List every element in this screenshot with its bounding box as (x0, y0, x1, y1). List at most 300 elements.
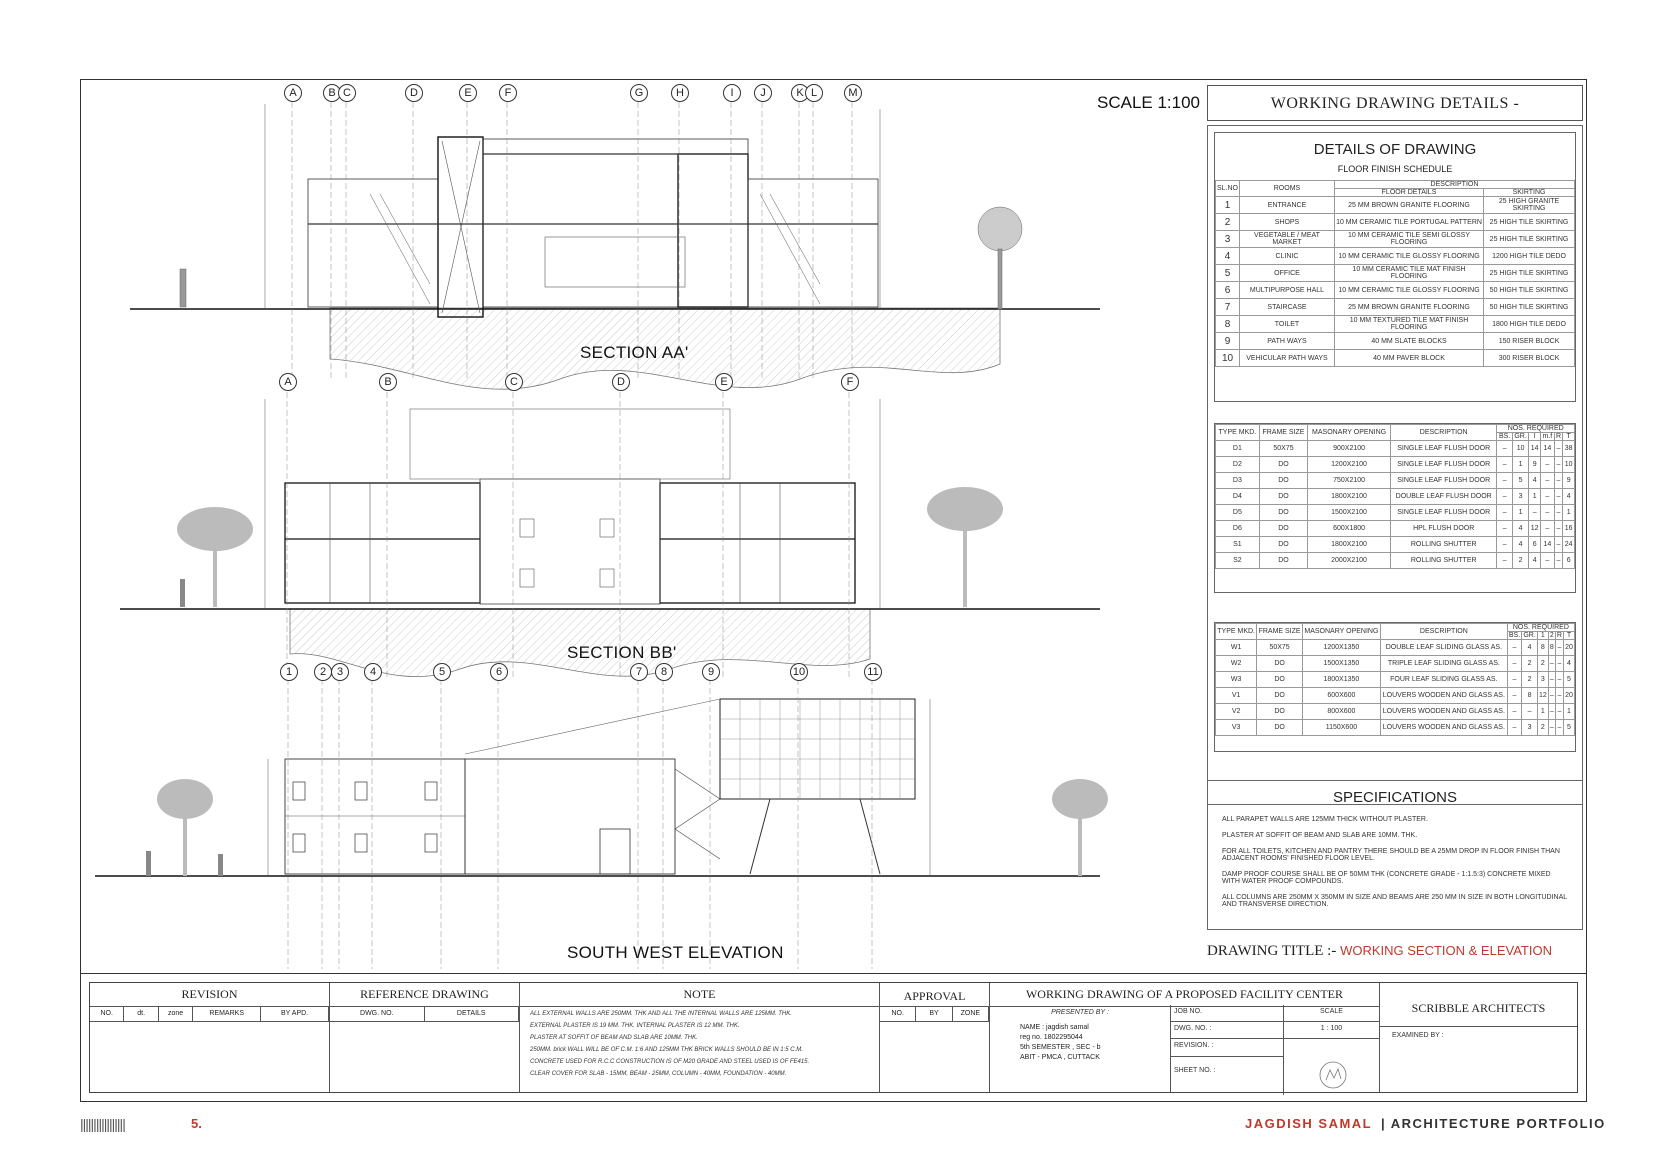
table-cell: 50 HIGH TILE SKIRTING (1484, 299, 1575, 316)
col-floor-details: FLOOR DETAILS (1334, 189, 1483, 197)
table-cell: 10 (1512, 441, 1529, 457)
grid-bubble-aa-F: F (499, 84, 517, 102)
grid-bubble-bb-C: C (505, 373, 523, 391)
approval-columns (880, 1006, 989, 1022)
note-item: CONCRETE USED FOR R.C.C CONSTRUCTION IS OF M20 GRADE AND STEEL USED IS OF FE415. (530, 1059, 810, 1065)
grid-bubble-bb-A: A (279, 373, 297, 391)
south-west-elevation-grid-lines (288, 679, 872, 969)
table-cell: 4 (1529, 553, 1541, 569)
table-cell: D1 (1216, 441, 1260, 457)
grid-bubble-bb-F: F (841, 373, 859, 391)
table-cell: – (1507, 640, 1521, 656)
table-cell: D4 (1216, 489, 1260, 505)
table-cell: 8 (1537, 640, 1548, 656)
table-cell: 10 MM CERAMIC TILE PORTUGAL PATTERN (1334, 214, 1483, 231)
specifications-title: SPECIFICATIONS (1333, 789, 1457, 806)
table-cell: DO (1257, 688, 1303, 704)
table-subheader-cell: 2 (1549, 632, 1554, 639)
table-cell: – (1497, 489, 1512, 505)
table-cell: – (1540, 505, 1554, 521)
table-cell: 600X1800 (1308, 521, 1391, 537)
grid-bubble-sw-7: 7 (630, 663, 648, 681)
grid-bubble-sw-10: 10 (790, 663, 808, 681)
table-header-cell: DESCRIPTION (1380, 624, 1507, 640)
table-cell: 2 (1522, 656, 1538, 672)
table-cell: 14 (1529, 441, 1541, 457)
table-row (1216, 299, 1575, 316)
table-header-cell: MASONARY OPENING (1302, 624, 1380, 640)
table-cell: 1200 HIGH TILE DEDO (1484, 248, 1575, 265)
table-cell: – (1540, 553, 1554, 569)
table-cell: 25 HIGH GRANITE SKIRTING (1484, 197, 1575, 214)
student-info-line: reg no. 1802295044 (1020, 1034, 1083, 1041)
table-cell: 800X600 (1302, 704, 1380, 720)
table-cell: LOUVERS WOODEN AND GLASS AS. (1380, 704, 1507, 720)
table-row (1216, 248, 1575, 265)
table-cell: S1 (1216, 537, 1260, 553)
table-cell: 50 HIGH TILE SKIRTING (1484, 282, 1575, 299)
table-cell: 3 (1537, 672, 1548, 688)
job-no-label: JOB NO. (1170, 1005, 1284, 1021)
col-rooms: ROOMS (1240, 181, 1335, 197)
table-cell: 1800 HIGH TILE DEDO (1484, 316, 1575, 333)
table-header-cell: NOS. REQUIRED (1507, 624, 1574, 632)
scale-label: SCALE (1320, 1008, 1343, 1015)
table-row (1216, 457, 1575, 473)
table-cell: 25 HIGH TILE SKIRTING (1484, 231, 1575, 248)
table-cell: 1200X1350 (1302, 640, 1380, 656)
approval-column-header: ZONE (953, 1007, 989, 1021)
table-cell: DO (1257, 720, 1303, 736)
table-cell: 4 (1563, 489, 1575, 505)
table-cell: 10 MM CERAMIC TILE GLOSSY FLOORING (1334, 282, 1483, 299)
table-cell: – (1554, 473, 1563, 489)
table-cell: 24 (1563, 537, 1575, 553)
table-cell: 5 (1563, 720, 1574, 736)
table-header-cell: TYPE MKD. (1216, 624, 1257, 640)
approval-column-header: BY (916, 1007, 952, 1021)
grid-bubble-aa-M: M (844, 84, 862, 102)
firm-name: SCRIBBLE ARCHITECTS (1380, 1001, 1577, 1027)
drawing-scale: SCALE 1:100 (1097, 93, 1201, 112)
table-subheader-cell: m.f (1542, 433, 1553, 440)
table-cell: – (1548, 704, 1555, 720)
table-header-cell: MASONARY OPENING (1308, 425, 1391, 441)
specifications-list (1222, 816, 1568, 908)
south-west-elevation-title: SOUTH WEST ELEVATION (567, 943, 784, 962)
student-info-line: NAME : jagdish samal (1020, 1024, 1089, 1031)
table-cell: ENTRANCE (1240, 197, 1335, 214)
table-cell: LOUVERS WOODEN AND GLASS AS. (1380, 688, 1507, 704)
footer-portfolio-label: | ARCHITECTURE PORTFOLIO (1381, 1116, 1606, 1131)
table-cell: 20 (1563, 640, 1574, 656)
door-schedule-table (1215, 424, 1575, 569)
grid-bubble-aa-E: E (459, 84, 477, 102)
note-item: PLASTER AT SOFFIT OF BEAM AND SLAB ARE 10MM. THK. (530, 1035, 698, 1041)
table-cell: – (1548, 720, 1555, 736)
table-cell: W2 (1216, 656, 1257, 672)
working-drawing-details-heading: WORKING DRAWING DETAILS - (1207, 85, 1583, 121)
grid-bubble-bb-E: E (715, 373, 733, 391)
grid-bubble-bb-B: B (379, 373, 397, 391)
table-cell: D2 (1216, 457, 1260, 473)
table-header-cell: DESCRIPTION (1390, 425, 1496, 441)
table-header-cell: FRAME SIZE (1259, 425, 1307, 441)
table-cell: 4 (1512, 521, 1529, 537)
table-cell: 16 (1563, 521, 1575, 537)
table-cell: DO (1259, 457, 1307, 473)
table-cell: LOUVERS WOODEN AND GLASS AS. (1380, 720, 1507, 736)
floor-finish-table (1215, 180, 1575, 367)
table-subheader-cell: BS. (1497, 433, 1512, 441)
table-cell: 10 MM TEXTURED TILE MAT FINISH FLOORING (1334, 316, 1483, 333)
table-cell: – (1555, 656, 1563, 672)
drawing-title-value: WORKING SECTION & ELEVATION (1340, 943, 1552, 958)
table-cell: 38 (1563, 441, 1575, 457)
table-cell: 50X75 (1259, 441, 1307, 457)
note-item: CLEAR COVER FOR SLAB - 15MM, BEAM - 25MM, COLUMN - 40MM, FOUNDATION - 40MM. (530, 1071, 787, 1077)
note-heading: NOTE (683, 987, 716, 1001)
table-header-cell: FRAME SIZE (1257, 624, 1303, 640)
table-cell: – (1554, 521, 1563, 537)
presented-by-label: PRESENTED BY : (1051, 1009, 1109, 1016)
table-row (1216, 231, 1575, 248)
student-info (990, 1020, 1170, 1068)
table-cell: 25 HIGH TILE SKIRTING (1484, 214, 1575, 231)
table-cell: 5 (1512, 473, 1529, 489)
table-cell: – (1540, 457, 1554, 473)
table-cell: 9 (1529, 457, 1541, 473)
scale-value: 1 : 100 (1320, 1025, 1343, 1032)
table-cell: 1800X2100 (1308, 537, 1391, 553)
grid-bubble-sw-8: 8 (655, 663, 673, 681)
table-cell: 4 (1563, 656, 1574, 672)
grid-bubble-aa-B: B (323, 84, 341, 102)
student-info-line: ABIT - PMCA , CUTTACK (1020, 1054, 1100, 1061)
grid-bubble-sw-9: 9 (702, 663, 720, 681)
grid-bubble-sw-11: 11 (864, 663, 882, 681)
table-cell: D6 (1216, 521, 1260, 537)
table-cell: 6 (1216, 282, 1240, 299)
notes-list (520, 1006, 879, 1087)
table-cell: V3 (1216, 720, 1257, 736)
table-cell: OFFICE (1240, 265, 1335, 282)
table-cell: – (1507, 656, 1521, 672)
approval-heading: APPROVAL (903, 989, 966, 1003)
col-skirting: SKIRTING (1484, 189, 1575, 197)
table-cell: – (1529, 505, 1541, 521)
table-cell: 25 MM BROWN GRANITE FLOORING (1334, 197, 1483, 214)
table-cell: – (1554, 553, 1563, 569)
table-cell: – (1548, 672, 1555, 688)
table-cell: 25 MM BROWN GRANITE FLOORING (1334, 299, 1483, 316)
table-cell: 2000X2100 (1308, 553, 1391, 569)
specification-item: FOR ALL TOILETS, KITCHEN AND PANTRY THERE SHOULD BE A 25MM DROP IN FLOOR FINISH THAN ADJACENT ROOMS' FINISHED FLOOR LEVEL. (1222, 848, 1560, 862)
table-cell: DO (1257, 704, 1303, 720)
reference-drawing-section (330, 983, 520, 1092)
note-item: ALL EXTERNAL WALLS ARE 250MM. THK AND ALL THE INTERNAL WALLS ARE 125MM. THK. (530, 1011, 792, 1017)
table-subheader-cell: T (1563, 632, 1574, 640)
page-number: 5. (191, 1116, 202, 1131)
table-header-cell: NOS. REQUIRED (1497, 425, 1575, 433)
table-cell: VEHICULAR PATH WAYS (1240, 350, 1335, 367)
table-cell: – (1554, 457, 1563, 473)
door-schedule-box (1214, 423, 1576, 593)
table-cell: – (1554, 505, 1563, 521)
grid-bubble-sw-4: 4 (364, 663, 382, 681)
table-cell: SHOPS (1240, 214, 1335, 231)
revision-column-header: zone (159, 1007, 193, 1021)
table-row (1216, 350, 1575, 367)
table-cell: DO (1259, 505, 1307, 521)
section-aa-title: SECTION AA' (580, 343, 689, 362)
table-cell: DO (1257, 656, 1303, 672)
table-cell: 4 (1529, 473, 1541, 489)
table-row (1216, 282, 1575, 299)
table-cell: SINGLE LEAF FLUSH DOOR (1390, 505, 1496, 521)
revision-section (90, 983, 330, 1092)
table-cell: 750X2100 (1308, 473, 1391, 489)
scale-figures-aa (180, 207, 1022, 309)
table-cell: V1 (1216, 688, 1257, 704)
table-cell: W1 (1216, 640, 1257, 656)
footer-author-name: JAGDISH SAMAL (1245, 1116, 1373, 1131)
table-cell: TRIPLE LEAF SLIDING GLASS AS. (1380, 656, 1507, 672)
table-subheader-cell: GR. (1523, 632, 1536, 639)
table-cell: – (1555, 672, 1563, 688)
table-cell: 1 (1216, 197, 1240, 214)
table-cell: – (1554, 441, 1563, 457)
table-cell: DOUBLE LEAF FLUSH DOOR (1390, 489, 1496, 505)
table-cell: – (1555, 640, 1563, 656)
specification-item: DAMP PROOF COURSE SHALL BE OF 50MM THK (CONCRETE GRADE - 1:1.5:3) CONCRETE MIXED WITH WATER PROOF COMPOUNDS. (1222, 871, 1551, 885)
specifications-box (1207, 780, 1583, 930)
table-cell: PATH WAYS (1240, 333, 1335, 350)
table-cell: 1 (1529, 489, 1541, 505)
table-cell: SINGLE LEAF FLUSH DOOR (1390, 457, 1496, 473)
table-row (1216, 505, 1575, 521)
table-cell: 6 (1529, 537, 1541, 553)
note-section (520, 983, 880, 1092)
table-cell: 1500X2100 (1308, 505, 1391, 521)
table-cell: 900X2100 (1308, 441, 1391, 457)
table-subheader-cell: T (1563, 433, 1575, 441)
table-cell: 1 (1512, 505, 1529, 521)
grid-bubble-aa-I: I (723, 84, 741, 102)
project-section (990, 983, 1380, 1092)
grid-bubble-aa-K: K (791, 84, 809, 102)
table-cell: DO (1259, 553, 1307, 569)
dwg-no-label: DWG. NO. : (1170, 1022, 1284, 1038)
table-cell: – (1540, 473, 1554, 489)
table-cell: D3 (1216, 473, 1260, 489)
table-cell: STAIRCASE (1240, 299, 1335, 316)
floor-finish-title: FLOOR FINISH SCHEDULE (1337, 164, 1453, 174)
table-row (1216, 214, 1575, 231)
table-row (1216, 489, 1575, 505)
table-cell: 3 (1512, 489, 1529, 505)
revision-column-header: NO. (90, 1007, 124, 1021)
table-row (1216, 333, 1575, 350)
grid-bubble-aa-H: H (671, 84, 689, 102)
table-row (1216, 197, 1575, 214)
table-cell: DO (1259, 489, 1307, 505)
table-cell: – (1522, 704, 1538, 720)
table-row (1216, 537, 1575, 553)
table-cell: MULTIPURPOSE HALL (1240, 282, 1335, 299)
table-cell: – (1497, 553, 1512, 569)
table-cell: – (1555, 720, 1563, 736)
table-cell: – (1555, 688, 1563, 704)
grid-bubble-aa-J: J (754, 84, 772, 102)
table-cell: SINGLE LEAF FLUSH DOOR (1390, 473, 1496, 489)
scale-figures-sw (146, 779, 1108, 876)
table-cell: DO (1259, 537, 1307, 553)
scale-figures-bb (177, 487, 1003, 607)
revision-column-header: REMARKS (193, 1007, 261, 1021)
table-cell: – (1497, 441, 1512, 457)
footer-hatch: ||||||||||||||||| (80, 1116, 125, 1132)
note-item: EXTERNAL PLASTER IS 19 MM. THK. INTERNAL PLASTER IS 12 MM. THK. (530, 1023, 740, 1029)
table-cell: – (1497, 457, 1512, 473)
table-cell: 14 (1540, 537, 1554, 553)
table-cell: 8 (1522, 688, 1538, 704)
specification-item: ALL COLUMNS ARE 250MM X 350MM IN SIZE AND BEAMS ARE 250 MM IN SIZE IN BOTH LONGITUDINAL AND TRANSVERSE DIRECTION. (1222, 894, 1567, 908)
table-cell: VEGETABLE / MEAT MARKET (1240, 231, 1335, 248)
grid-bubble-sw-2: 2 (314, 663, 332, 681)
details-of-drawing-heading: DETAILS OF DRAWING (1313, 141, 1477, 158)
table-cell: S2 (1216, 553, 1260, 569)
table-cell: 2 (1216, 214, 1240, 231)
table-cell: 600X600 (1302, 688, 1380, 704)
table-cell: 1 (1563, 704, 1574, 720)
table-cell: 1150X600 (1302, 720, 1380, 736)
floor-finish-box (1214, 132, 1576, 402)
table-cell: – (1507, 704, 1521, 720)
table-cell: 1200X2100 (1308, 457, 1391, 473)
table-cell: ROLLING SHUTTER (1390, 553, 1496, 569)
grid-bubble-aa-L: L (805, 84, 823, 102)
table-cell: V2 (1216, 704, 1257, 720)
table-row (1216, 720, 1575, 736)
project-title: WORKING DRAWING OF A PROPOSED FACILITY CENTER (990, 987, 1379, 1007)
firm-logo-icon (1318, 1060, 1348, 1090)
table-cell: 40 MM PAVER BLOCK (1334, 350, 1483, 367)
table-cell: DO (1259, 473, 1307, 489)
table-subheader-cell: R (1555, 433, 1562, 440)
table-row (1216, 521, 1575, 537)
title-block (80, 973, 1587, 1102)
table-cell: 10 (1563, 457, 1575, 473)
table-cell: 9 (1216, 333, 1240, 350)
table-subheader-cell: 1 (1537, 632, 1548, 640)
south-west-elevation-drawing (95, 699, 1100, 876)
table-cell: ROLLING SHUTTER (1390, 537, 1496, 553)
table-cell: 4 (1522, 640, 1538, 656)
table-cell: – (1507, 672, 1521, 688)
table-cell: TOILET (1240, 316, 1335, 333)
student-info-line: 5th SEMESTER , SEC - b (1020, 1044, 1101, 1051)
approval-section (880, 983, 990, 1092)
table-row (1216, 656, 1575, 672)
reference-column-header: DWG. NO. (330, 1007, 425, 1021)
table-cell: HPL FLUSH DOOR (1390, 521, 1496, 537)
table-cell: 4 (1512, 537, 1529, 553)
table-cell: 50X75 (1257, 640, 1303, 656)
table-cell: 8 (1216, 316, 1240, 333)
drawing-title-label: DRAWING TITLE :- (1207, 943, 1337, 959)
table-header-cell: TYPE MKD. (1216, 425, 1260, 441)
table-cell: 1 (1563, 505, 1575, 521)
reference-column-header: DETAILS (425, 1007, 520, 1021)
reference-heading: REFERENCE DRAWING (360, 987, 489, 1001)
drawing-area (80, 79, 1205, 973)
table-cell: 2 (1537, 656, 1548, 672)
table-cell: – (1554, 537, 1563, 553)
grid-bubble-aa-A: A (284, 84, 302, 102)
table-cell: 10 (1216, 350, 1240, 367)
table-cell: CLINIC (1240, 248, 1335, 265)
section-bb-title: SECTION BB' (567, 643, 677, 662)
revision-columns (90, 1006, 329, 1022)
table-cell: 2 (1522, 672, 1538, 688)
table-cell: 1 (1512, 457, 1529, 473)
sheet-no-label: SHEET NO. : (1170, 1057, 1284, 1095)
grid-bubble-sw-3: 3 (331, 663, 349, 681)
grid-bubble-sw-5: 5 (433, 663, 451, 681)
table-cell: – (1497, 473, 1512, 489)
table-cell: 2 (1512, 553, 1529, 569)
table-cell: 5 (1563, 672, 1574, 688)
drawing-title (1207, 935, 1583, 967)
table-cell: 300 RISER BLOCK (1484, 350, 1575, 367)
table-cell: 1 (1537, 704, 1548, 720)
section-bb-drawing (120, 399, 1100, 677)
table-cell: 10 MM CERAMIC TILE SEMI GLOSSY FLOORING (1334, 231, 1483, 248)
table-cell: 7 (1216, 299, 1240, 316)
table-cell: – (1497, 505, 1512, 521)
table-subheader-cell: BS. (1508, 632, 1521, 639)
table-cell: DO (1259, 521, 1307, 537)
table-row (1216, 473, 1575, 489)
table-row (1216, 553, 1575, 569)
table-cell: DOUBLE LEAF SLIDING GLASS AS. (1380, 640, 1507, 656)
table-cell: – (1548, 688, 1555, 704)
table-cell: – (1507, 688, 1521, 704)
col-sl-no: SL.NO (1216, 181, 1240, 197)
table-cell: – (1554, 489, 1563, 505)
table-cell: 20 (1563, 688, 1574, 704)
table-cell: 25 HIGH TILE SKIRTING (1484, 265, 1575, 282)
table-cell: 12 (1537, 688, 1548, 704)
table-cell: 4 (1216, 248, 1240, 265)
examined-by-label: EXAMINED BY : (1392, 1032, 1444, 1039)
table-cell: 3 (1522, 720, 1538, 736)
table-cell: 5 (1216, 265, 1240, 282)
table-subheader-cell: R (1556, 632, 1562, 639)
table-cell: – (1548, 656, 1555, 672)
table-cell: 10 MM CERAMIC TILE MAT FINISH FLOORING (1334, 265, 1483, 282)
grid-bubble-aa-D: D (405, 84, 423, 102)
grid-bubble-aa-G: G (630, 84, 648, 102)
table-cell: – (1540, 489, 1554, 505)
firm-section (1380, 983, 1577, 1092)
table-cell: 8 (1548, 640, 1555, 656)
table-cell: – (1507, 720, 1521, 736)
specification-item: PLASTER AT SOFFIT OF BEAM AND SLAB ARE 10MM. THK. (1222, 832, 1418, 839)
grid-bubble-sw-6: 6 (490, 663, 508, 681)
grid-bubble-sw-1: 1 (280, 663, 298, 681)
